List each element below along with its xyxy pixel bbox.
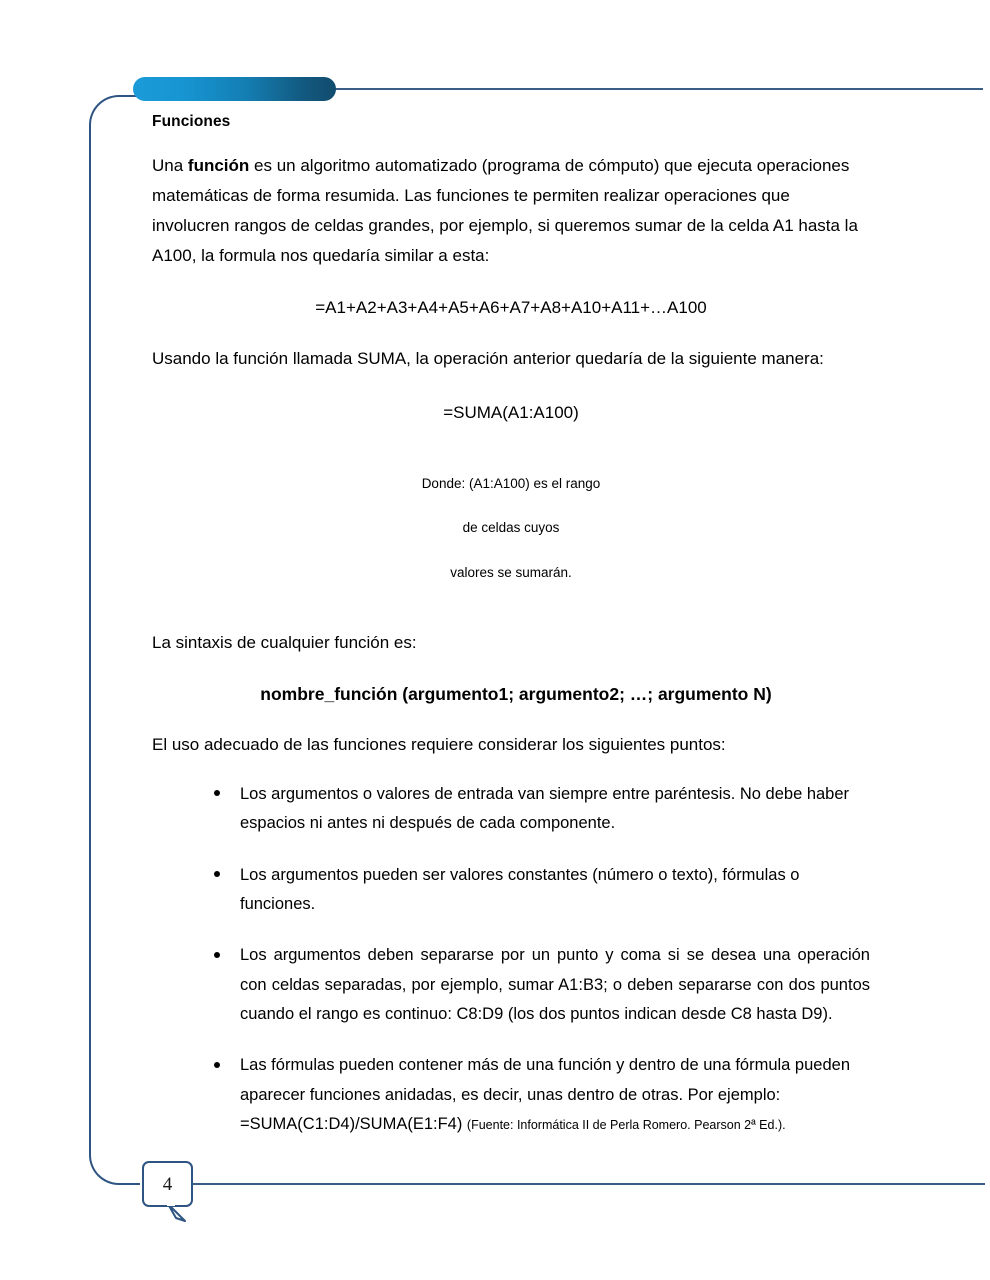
- usage-lead-paragraph: El uso adecuado de las funciones requiere considerar los siguientes puntos:: [152, 735, 726, 755]
- bullet-dot-icon: [214, 871, 220, 877]
- note-line-1: Donde: (A1:A100) es el rango: [421, 475, 601, 491]
- footer-rule: [155, 1183, 985, 1185]
- note-line-2: de celdas cuyos: [462, 520, 560, 536]
- intro-paragraph: [152, 151, 870, 271]
- page-number-bubble: [142, 1161, 193, 1207]
- bullet-dot-icon: [214, 790, 220, 796]
- list-item-text: Los argumentos pueden ser valores constantes (número o texto), fórmulas o funciones.: [240, 865, 800, 914]
- using-suma-paragraph: Usando la función llamada SUMA, la operación anterior quedaría de la siguiente manera:: [152, 349, 824, 369]
- note-block: [152, 450, 870, 606]
- note-line-3: valores se sumarán.: [450, 564, 572, 580]
- list-item-text: [240, 1056, 850, 1133]
- list-item-main-text: Las fórmulas pueden contener más de una función y dentro de una fórmula pueden aparecer funciones anidadas, es decir, unas dentro de otras. Por ejemplo: =SUMA(C1:D4)/SUMA(E1:F4): [240, 1056, 850, 1134]
- list-item-text: Los argumentos deben separarse por un punto y coma si se desea una operación con celdas separadas, por ejemplo, sumar A1:B3; o deben separarse con dos puntos cuando el rango es continuo: C8:D9 (los dos puntos indican desde C8 hasta D9).: [240, 946, 870, 1024]
- intro-bold-term: función: [187, 155, 250, 175]
- note-text: [422, 450, 601, 606]
- bullet-dot-icon: [214, 952, 220, 958]
- page-number-bubble-tail: [167, 1203, 189, 1225]
- list-item: [152, 1051, 870, 1139]
- list-item: [152, 941, 870, 1029]
- syntax-formula: nombre_función (argumento1; argumento2; …; argumento N): [260, 684, 772, 705]
- list-item: [152, 780, 870, 839]
- list-item-citation: (Fuente: Informática II de Perla Romero. Pearson 2ª Ed.).: [466, 1118, 786, 1133]
- intro-lead: Una: [152, 155, 188, 175]
- section-title: Funciones: [152, 113, 231, 130]
- list-item-text: Los argumentos o valores de entrada van siempre entre paréntesis. No debe haber espacios ni antes ni después de cada componente.: [240, 784, 850, 833]
- expanded-sum-formula: =A1+A2+A3+A4+A5+A6+A7+A8+A10+A11+…A100: [315, 297, 707, 317]
- bullet-dot-icon: [214, 1062, 220, 1068]
- page-left-border: [89, 95, 149, 1185]
- list-item: [152, 861, 870, 920]
- page-content: [152, 112, 870, 1162]
- intro-rest: es un algoritmo automatizado (programa de cómputo) que ejecuta operaciones matemáticas de forma resumida. Las funciones te permiten realizar operaciones que involucren rangos de celdas grandes, por ejemplo, si queremos sumar de la celda A1 hasta la A100, la formula nos quedaría similar a esta:: [152, 155, 858, 265]
- suma-function-formula: =SUMA(A1:A100): [443, 403, 579, 423]
- header-gradient-pill: [133, 77, 336, 101]
- usage-bullet-list: [152, 780, 870, 1140]
- syntax-lead-paragraph: La sintaxis de cualquier función es:: [152, 633, 417, 653]
- page-number: 4: [162, 1173, 173, 1195]
